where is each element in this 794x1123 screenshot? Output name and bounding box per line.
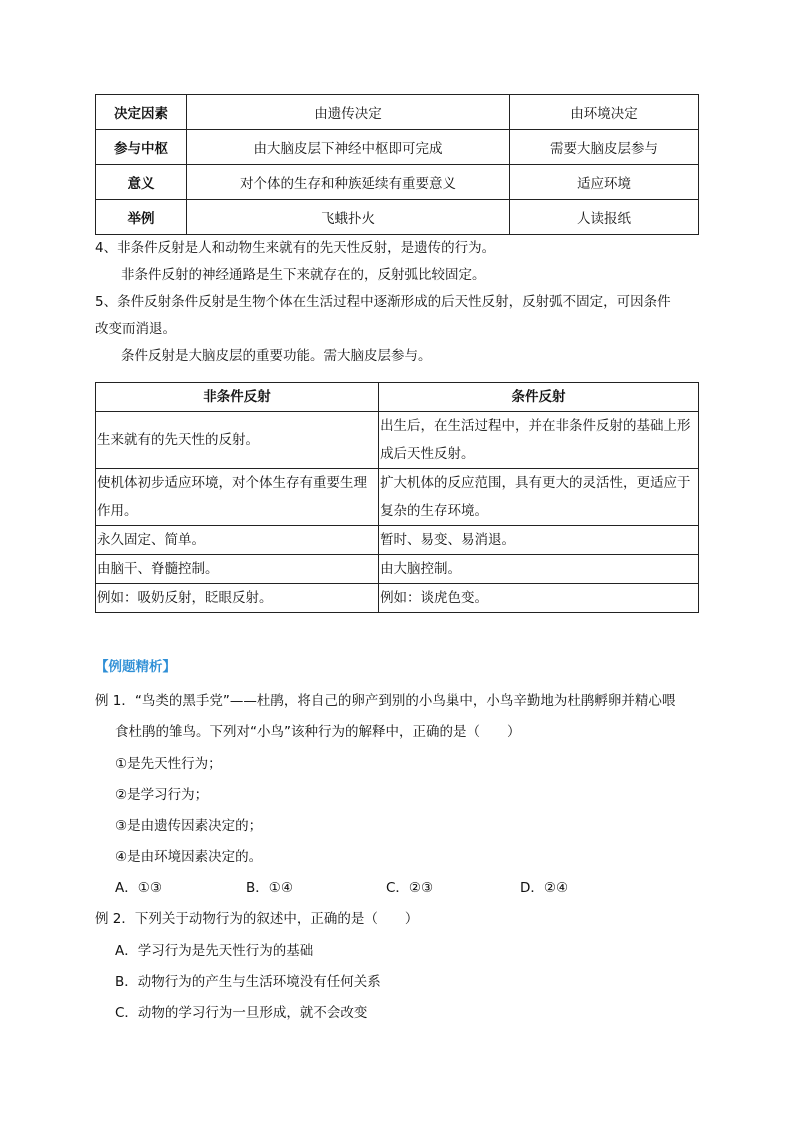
- table-row: [96, 469, 699, 526]
- example-2-option-a: A．学习行为是先天性行为的基础: [115, 943, 314, 959]
- row-label: 意义: [96, 165, 187, 200]
- example-1-item: ③是由遗传因素决定的；: [115, 818, 263, 834]
- table-row: [96, 412, 699, 469]
- row-label: 决定因素: [96, 95, 187, 130]
- table-cell: 飞蛾扑火: [187, 200, 510, 235]
- row-label: 举例: [96, 200, 187, 235]
- table-row: [96, 526, 699, 555]
- example-1-option-c: C．②③: [386, 880, 434, 896]
- comparison-table-2: [95, 382, 699, 613]
- table-cell: 例如：谈虎色变。: [379, 584, 699, 613]
- cell-text: 作用。: [97, 503, 138, 519]
- table-row: [96, 584, 699, 613]
- table-row: [96, 165, 699, 200]
- table-cell: 人读报纸: [510, 200, 699, 235]
- paragraph-5: 5、条件反射条件反射是生物个体在生活过程中逐渐形成的后天性反射，反射弧不固定，可因条件: [95, 294, 671, 310]
- table-cell: 由脑干、脊髓控制。: [96, 555, 379, 584]
- example-2-option-b: B．动物行为的产生与生活环境没有任何关系: [115, 974, 381, 990]
- example-1-item: ①是先天性行为；: [115, 756, 222, 772]
- example-1-item: ②是学习行为；: [115, 787, 209, 803]
- table-cell: 例如：吸奶反射，眨眼反射。: [96, 584, 379, 613]
- example-1-option-d: D．②④: [520, 880, 569, 896]
- cell-text: 出生后，在生活过程中，并在非条件反射的基础上形: [380, 418, 691, 434]
- table-row: [96, 200, 699, 235]
- example-1-option-b: B．①④: [246, 880, 293, 896]
- paragraph-4-note: 非条件反射的神经通路是生下来就存在的，反射弧比较固定。: [121, 267, 486, 283]
- example-1-option-a: A．①③: [115, 880, 162, 896]
- paragraph-4: 4、非条件反射是人和动物生来就有的先天性反射，是遗传的行为。: [95, 240, 496, 256]
- cell-text: 生来就有的先天性的反射。: [97, 432, 259, 448]
- example-1-stem-cont: 食杜鹃的雏鸟。下列对“小鸟”该种行为的解释中，正确的是（ ）: [115, 724, 521, 740]
- example-1-item: ④是由环境因素决定的。: [115, 849, 263, 865]
- example-2-stem: 例 2．下列关于动物行为的叙述中，正确的是（ ）: [95, 911, 419, 927]
- table-cell: [379, 412, 699, 469]
- table-cell: 暂时、易变、易消退。: [379, 526, 699, 555]
- example-1-stem: 例 1．“鸟类的黑手党”——杜鹃，将自己的卵产到别的小鸟巢中，小鸟辛勤地为杜鹃孵卵并精心喂: [95, 693, 676, 709]
- cell-text: 复杂的生存环境。: [380, 503, 489, 519]
- cell-text: 成后天性反射。: [380, 446, 475, 462]
- table-cell: [96, 412, 379, 469]
- table-cell: 对个体的生存和种族延续有重要意义: [187, 165, 510, 200]
- cell-text: 扩大机体的反应范围，具有更大的灵活性，更适应于: [380, 475, 691, 491]
- paragraph-5-note: 条件反射是大脑皮层的重要功能。需大脑皮层参与。: [121, 348, 432, 364]
- cell-text: 使机体初步适应环境，对个体生存有重要生理: [97, 475, 367, 491]
- table-cell: [96, 469, 379, 526]
- table-cell: 由大脑皮层下神经中枢即可完成: [187, 130, 510, 165]
- table-row: [96, 95, 699, 130]
- comparison-table-1: [95, 94, 699, 235]
- table-header-row: [96, 383, 699, 412]
- table-row: [96, 555, 699, 584]
- column-header: 条件反射: [379, 383, 699, 412]
- table-cell: 永久固定、简单。: [96, 526, 379, 555]
- table-cell: 适应环境: [510, 165, 699, 200]
- row-label: 参与中枢: [96, 130, 187, 165]
- table-cell: 需要大脑皮层参与: [510, 130, 699, 165]
- table-cell: 由大脑控制。: [379, 555, 699, 584]
- table-row: [96, 130, 699, 165]
- table-cell: [379, 469, 699, 526]
- column-header: 非条件反射: [96, 383, 379, 412]
- example-2-option-c: C．动物的学习行为一旦形成，就不会改变: [115, 1005, 368, 1021]
- table-cell: 由环境决定: [510, 95, 699, 130]
- table-cell: 由遗传决定: [187, 95, 510, 130]
- paragraph-5-cont: 改变而消退。: [95, 321, 176, 337]
- section-title: 【例题精析】: [95, 659, 176, 675]
